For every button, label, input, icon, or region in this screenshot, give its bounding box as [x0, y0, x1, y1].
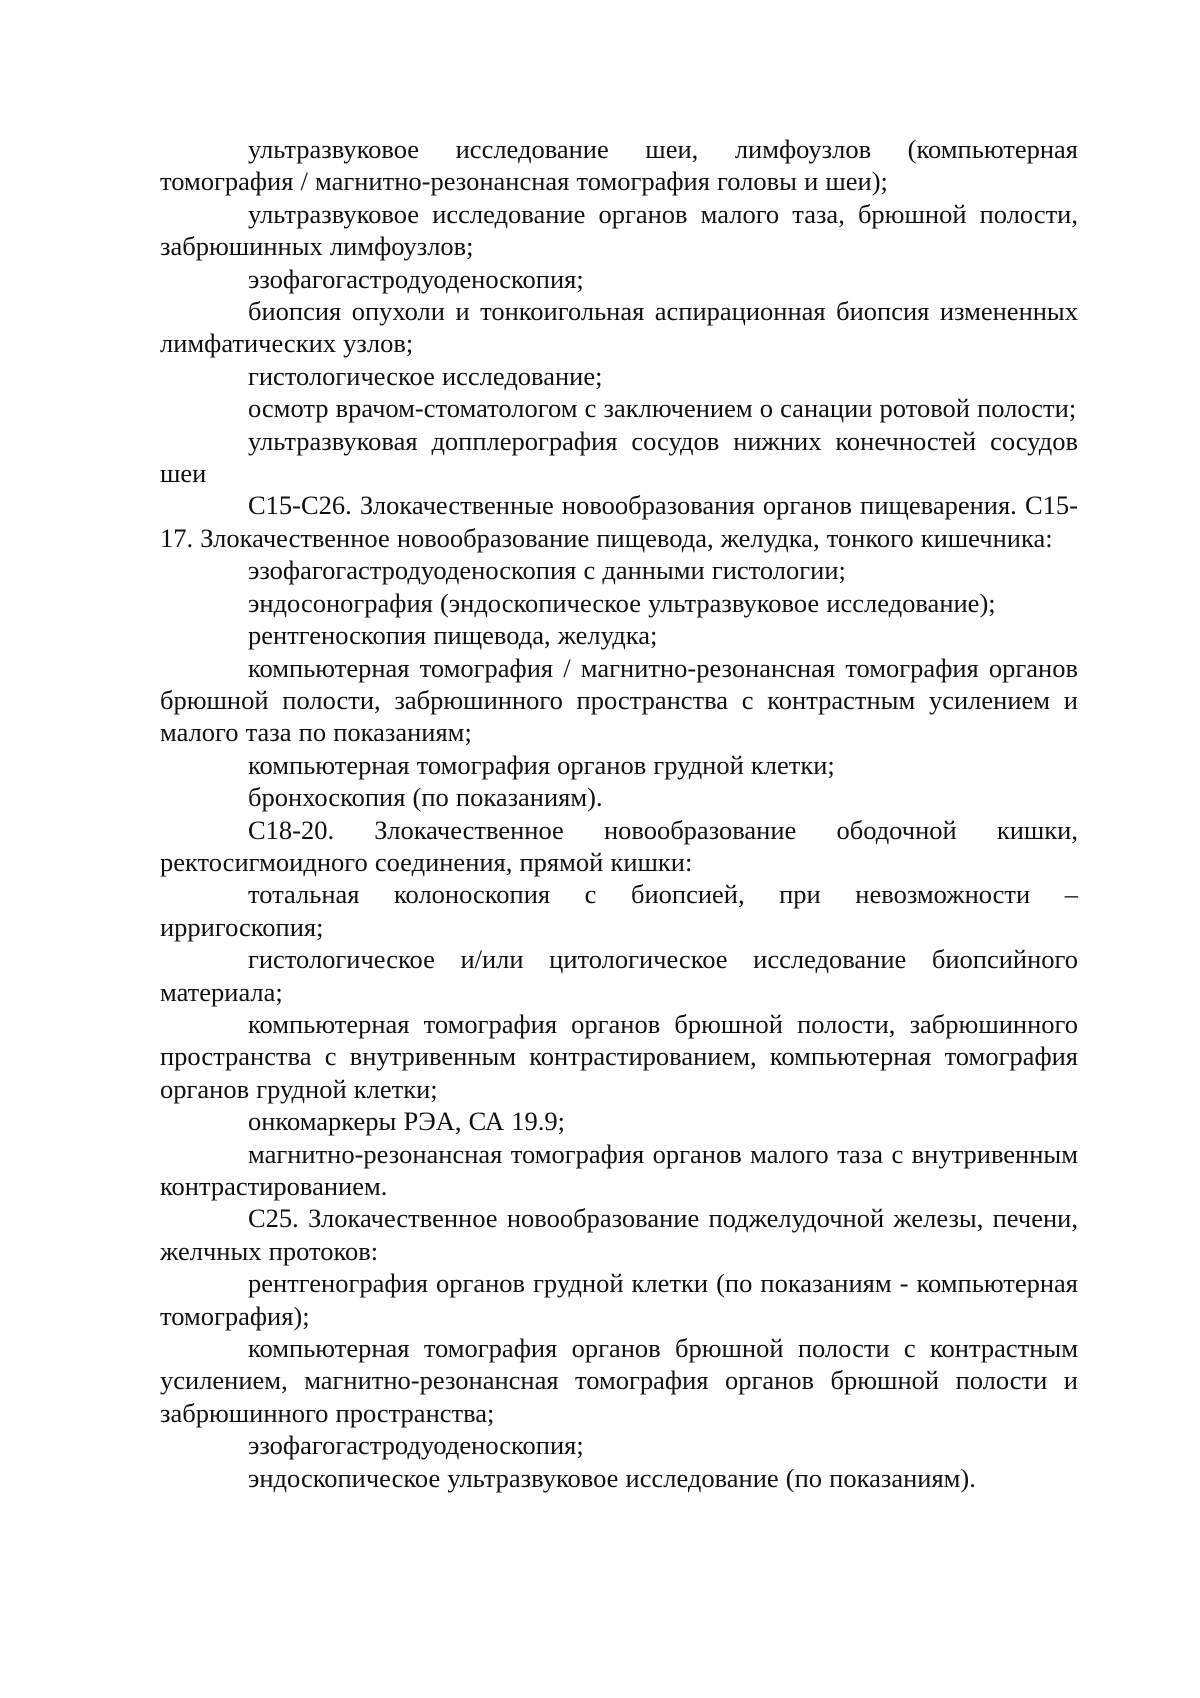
paragraph: биопсия опухоли и тонкоигольная аспирационная биопсия измененных лимфатических узлов;	[160, 296, 1078, 359]
paragraph: рентгенография органов грудной клетки (по показаниям - компьютерная томография);	[160, 1268, 1078, 1331]
document-body	[160, 133, 1078, 1494]
paragraph: компьютерная томография / магнитно-резонансная томография органов брюшной полости, забрюшинного пространства с контрастным усилением и малого таза по показаниям;	[160, 652, 1078, 748]
paragraph: эзофагогастродуоденоскопия;	[248, 1430, 584, 1461]
paragraph: ультразвуковая допплерография сосудов нижних конечностей сосудов шеи	[160, 425, 1078, 489]
paragraph: гистологическое и/или цитологическое исследование биопсийного материала;	[160, 944, 1078, 1007]
section-heading-c18-20: С18-20. Злокачественное новообразование ободочной кишки, ректосигмоидного соединения, прямой кишки:	[160, 814, 1078, 877]
paragraph: гистологическое исследование;	[248, 360, 603, 391]
paragraph: компьютерная томография органов грудной клетки;	[248, 749, 835, 780]
paragraph: ультразвуковое исследование шеи, лимфоузлов (компьютерная томография / магнитно-резонансная томография головы и шеи);	[160, 134, 1078, 197]
paragraph: эндоскопическое ультразвуковое исследование (по показаниям).	[248, 1462, 976, 1493]
paragraph: компьютерная томография органов брюшной полости с контрастным усилением, магнитно-резонансная томография органов брюшной полости и забрюшинного пространства;	[160, 1333, 1078, 1428]
paragraph: магнитно-резонансная томография органов малого таза с внутривенным контрастированием.	[160, 1138, 1078, 1201]
paragraph: эзофагогастродуоденоскопия с данными гистологии;	[248, 555, 846, 586]
paragraph: бронхоскопия (по показаниям).	[248, 782, 603, 813]
paragraph: осмотр врачом-стоматологом с заключением о санации ротовой полости;	[248, 393, 1077, 424]
section-heading-c25: С25. Злокачественное новообразование поджелудочной железы, печени, желчных протоков:	[160, 1203, 1078, 1266]
paragraph: онкомаркеры РЭА, СА 19.9;	[248, 1106, 565, 1137]
paragraph: эндосонография (эндоскопическое ультразвуковое исследование);	[248, 587, 996, 618]
paragraph: компьютерная томография органов брюшной полости, забрюшинного пространства с внутривенным контрастированием, компьютерная томография органов грудной клетки;	[160, 1008, 1078, 1104]
paragraph: ультразвуковое исследование органов малого таза, брюшной полости, забрюшинных лимфоузлов;	[160, 198, 1078, 262]
paragraph: тотальная колоноскопия с биопсией, при невозможности – ирригоскопия;	[160, 879, 1078, 942]
paragraph: рентгеноскопия пищевода, желудка;	[248, 620, 658, 651]
paragraph: эзофагогастродуоденоскопия;	[248, 263, 584, 294]
section-heading-c15-c26: С15-С26. Злокачественные новообразования органов пищеварения. С15-17. Злокачественное новообразование пищевода, желудка, тонкого кишечника:	[160, 490, 1078, 553]
